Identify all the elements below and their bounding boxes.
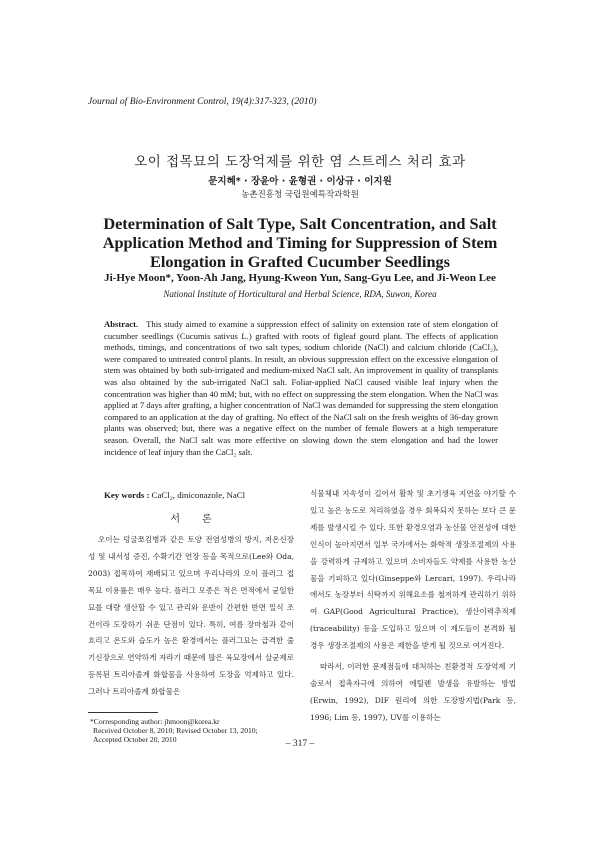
- abstract-text: This study aimed to examine a suppression effect of salinity on extension rate of stem elongation of cucumber seedlings (Cucumis sativus L.) grafted with roots of figleaf gourd plant. The effects of application methods, timings, and concentrations of two salt types, sodium chloride (NaCl) and calcium chloride (CaCl₂), were compared to untreated control plants. In result, an obvious suppression effect on the excessive elongation of stem was obtained by both sub-irrigated and medium-mixed NaCl salt. An improvement in quality of transplants was also obtained by the sub-irrigated NaCl salt. Foliar-applied NaCl caused visible leaf injury when the concentration was higher than 40 mM; but, with no effect on suppressing the stem elongation. When the NaCl was applied at 7 days after grafting, a higher concentration of NaCl was demanded for suppressing the stem elongation compared to an application at the day of grafting. No effect of the NaCl salt on the fresh weights of 36-day grown plants was observed; but, there was a negative effect on the number of female flowers at a high temperature season. Overall, the NaCl salt was more effective on slowing down the stem elongation and had the lower incidence of leaf injury than the CaCl₂ salt.: [104, 319, 498, 457]
- abstract: [104, 319, 498, 458]
- journal-citation: Journal of Bio-Environment Control, 19(4):317-323, (2010): [88, 97, 317, 107]
- right-column: [310, 486, 516, 727]
- english-title: Determination of Salt Type, Salt Concentration, and Salt Application Method and Timing for Suppression of Stem Elongation in Grafted Cucumber Seedlings: [102, 214, 498, 271]
- left-column: [88, 510, 294, 701]
- corresponding-author: *Corresponding author: jhmoon@korea.kr: [90, 717, 220, 726]
- page-number: – 317 –: [285, 739, 315, 749]
- accepted-date: Accepted October 20, 2010: [93, 735, 177, 744]
- received-dates: Received October 8, 2010; Revised October 13, 2010;: [93, 726, 258, 735]
- intro-paragraph-2: 따라서, 이러한 문제점들에 대처하는 친환경적 도장억제 기술로서 접촉자극에 의하여 에틸렌 발생을 유발하는 방법(Erwin, 1992), DIF 원리에 의한 도장방지법(Park 등, 1996; Lim 등, 1997), UV를 이용하는: [310, 662, 516, 722]
- footnote-divider: [88, 712, 158, 713]
- keywords-label: Key words :: [104, 490, 150, 500]
- section-heading-introduction: 서론: [170, 514, 234, 525]
- english-affiliation: National Institute of Horticultural and Herbal Science, RDA, Suwon, Korea: [163, 289, 437, 299]
- keywords-text: CaCl₂, diniconazole, NaCl: [151, 490, 246, 500]
- intro-paragraph-1-continued: 식물체내 지속성이 길어서 활착 및 초기생육 지연을 야기할 수 있고 높은 농도로 처리하였을 경우 회복되지 못하는 보다 큰 문제를 발생시킬 수 있다. 또한 환경오염과 농산물 안전성에 대한 인식이 높아지면서 일부 국가에서는 화학적 생장조절제의 사용을 강력하게 규제하고 있으며 소비자들도 약제를 사용한 농산물을 기피하고 있다(Ginseppe와 Lercari, 1997). 우리나라에서도 농장부터 식탁까지 위해요소를 철저하게 관리하기 위하여 GAP(Good Agricultural Practice), 생산이력추적제(traceability) 등을 도입하고 있으며 이 제도들이 본격화 될 경우 생장조절제의 사용은 제한을 받게 될 것으로 여겨진다.: [310, 489, 516, 651]
- korean-authors: 문지혜* · 장윤아 · 윤형권 · 이상규 · 이지원: [208, 176, 392, 187]
- intro-paragraph-1: 오이는 덩굴쪼김병과 같은 토양 전염성병의 방지, 저온신장성 및 내서성 증진, 수확기간 연장 등을 목적으로(Lee와 Oda, 2003) 접목하여 재배되고 있으며 우리나라의 오이 플러그 접목묘 이용률은 매우 높다. 플러그 모종은 적은 면적에서 균일한 묘를 대량 생산할 수 있고 관리와 운반이 간편한 반면 밀식 조건이라 도장하기 쉬운 단점이 있다. 특히, 여름 장마철과 같이 흐리고 온도와 습도가 높은 환경에서는 플러그묘는 급격한 줄기신장으로 연약하게 자라기 때문에 많은 육묘장에서 살균제로 등록된 트리아졸계 화합물을 사용하여 도장을 억제하고 있다. 그러나 트리아졸계 화합물은: [88, 535, 294, 697]
- english-authors: Ji-Hye Moon*, Yoon-Ah Jang, Hyung-Kweon Yun, Sang-Gyu Lee, and Ji-Weon Lee: [104, 272, 496, 284]
- korean-title: 오이 접목묘의 도장억제를 위한 염 스트레스 처리 효과: [134, 154, 466, 170]
- korean-affiliation: 농촌진흥청 국립원예특작과학원: [241, 190, 359, 200]
- abstract-label: Abstract.: [104, 319, 139, 329]
